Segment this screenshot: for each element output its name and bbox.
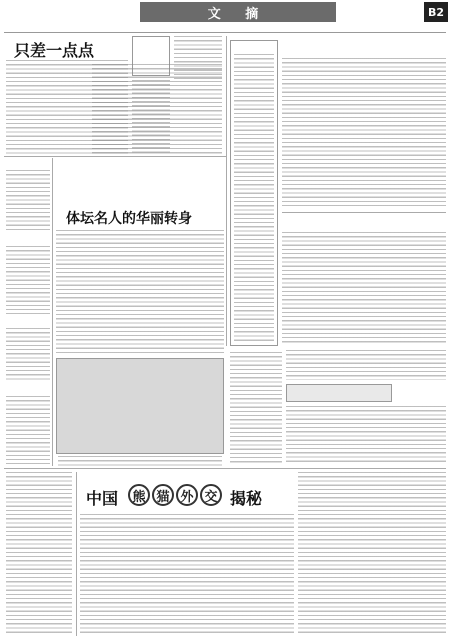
article-text	[286, 406, 446, 464]
article-text	[92, 64, 222, 154]
headline-box	[286, 384, 392, 402]
article-text	[298, 472, 446, 636]
panda-headline-char: 交	[200, 484, 222, 506]
article-headline: 只差一点点	[14, 41, 95, 60]
article-text	[80, 514, 294, 636]
sidebar-box-text	[6, 170, 50, 232]
illustration	[56, 358, 224, 454]
column-divider	[226, 36, 227, 346]
panda-headline	[128, 484, 222, 506]
article-text	[282, 232, 446, 344]
article-text	[230, 352, 282, 464]
article-text	[6, 472, 72, 636]
bottom-headline-suffix: 揭秘	[230, 489, 263, 508]
column-divider	[76, 472, 77, 636]
sidebar-box-text	[6, 328, 50, 382]
section-title: 文 摘	[207, 6, 269, 22]
sidebar-box-text	[6, 246, 50, 314]
article-text	[282, 58, 446, 208]
page-number: B2	[424, 2, 448, 22]
section-divider	[282, 212, 446, 213]
sidebar-box-text	[234, 54, 274, 342]
sidebar-box-text	[6, 396, 50, 464]
panda-headline-char: 熊	[128, 484, 150, 506]
header-rule	[4, 32, 446, 33]
article-text	[56, 230, 224, 354]
bottom-headline-prefix: 中国	[86, 489, 119, 508]
panda-headline-char: 外	[176, 484, 198, 506]
column-divider	[52, 158, 53, 466]
section-divider	[4, 156, 226, 157]
article-text	[286, 350, 446, 380]
illustration-caption	[58, 456, 222, 466]
section-divider	[4, 468, 446, 469]
article-headline: 体坛名人的华丽转身	[66, 211, 192, 227]
panda-headline-char: 猫	[152, 484, 174, 506]
masthead	[338, 2, 422, 22]
